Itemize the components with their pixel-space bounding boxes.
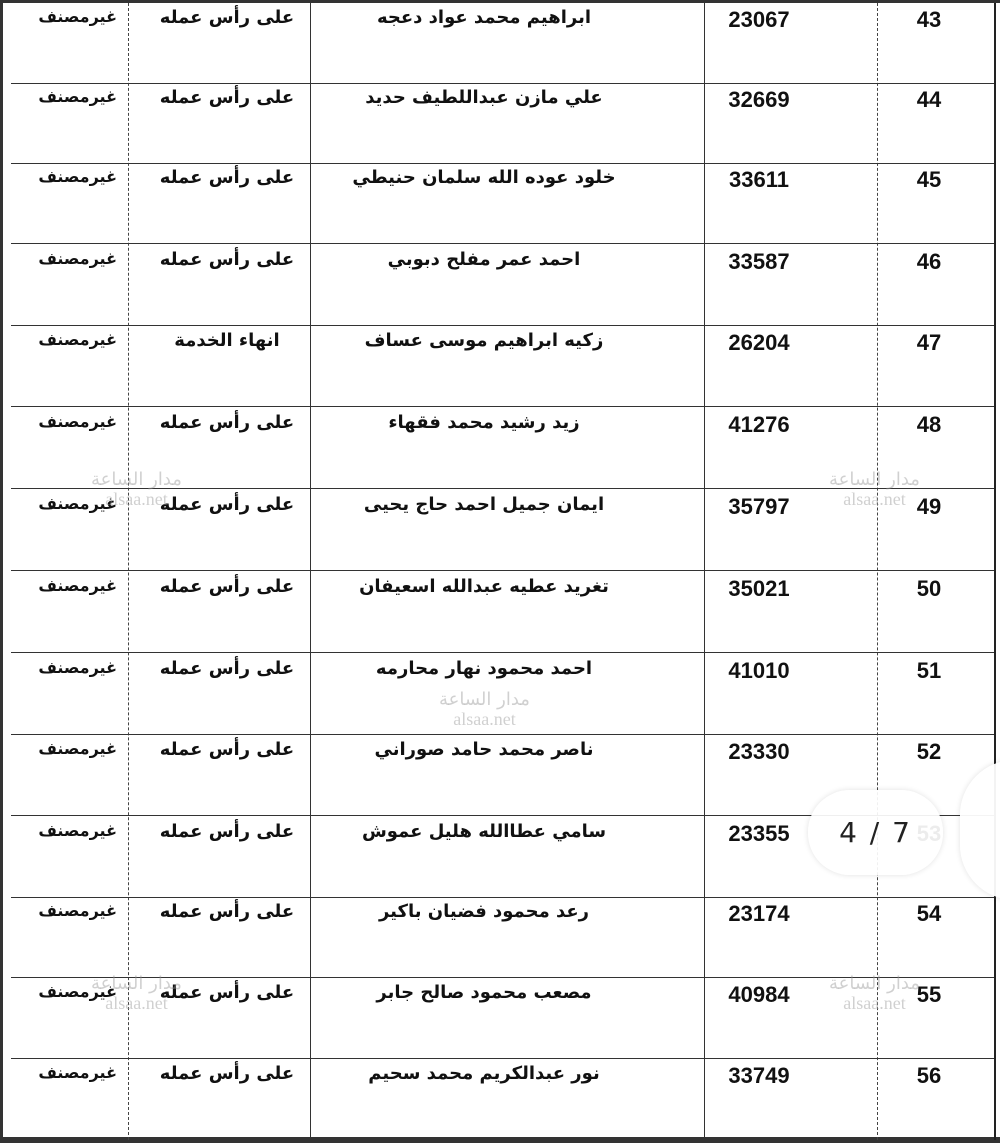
employee-id: 23330 [728,739,790,764]
employee-id: 32669 [728,87,790,112]
row-number: 48 [916,412,942,437]
watermark: مدار الساعة alsaa.net [829,469,920,509]
classification: غيرمصنف [38,821,117,840]
classification: غيرمصنف [38,167,117,186]
employment-status: على رأس عمله [159,901,295,922]
classification: غيرمصنف [38,87,117,106]
table-row [11,83,994,164]
employment-status: على رأس عمله [159,576,295,597]
row-number: 54 [916,901,942,926]
row-number: 50 [916,576,942,601]
employee-name: احمد عمر مفلح دبوبي [387,249,581,270]
employee-id: 33749 [728,1063,790,1088]
employment-status: على رأس عمله [159,494,295,515]
employment-status: على رأس عمله [159,982,295,1003]
employee-name: سامي عطاالله هليل عموش [361,821,607,842]
employee-name: مصعب محمود صالح جابر [376,982,592,1003]
employment-status: على رأس عمله [159,167,295,188]
table-row [11,490,994,571]
watermark: مدار الساعة alsaa.net [91,973,182,1013]
table-row [11,978,994,1059]
employee-id: 33587 [728,249,790,274]
table-row [11,163,994,244]
employee-table [11,3,996,1140]
employee-id: 35797 [728,494,790,519]
table-row [11,408,994,489]
employment-status: على رأس عمله [159,412,295,433]
classification: غيرمصنف [38,330,117,349]
classification: غيرمصنف [38,494,117,513]
row-number: 52 [916,739,942,764]
watermark: مدار الساعة alsaa.net [91,469,182,509]
employee-name: احمد محمود نهار محارمه [375,658,593,679]
classification: غيرمصنف [38,658,117,677]
classification: غيرمصنف [38,739,117,758]
row-number: 47 [916,330,942,355]
employment-status: على رأس عمله [159,7,295,28]
watermark: مدار الساعة alsaa.net [439,689,530,729]
row-number: 56 [916,1063,942,1088]
employee-name: علي مازن عبداللطيف حديد [365,87,603,108]
employee-name: زكيه ابراهيم موسى عساف [364,330,604,351]
classification: غيرمصنف [38,901,117,920]
employee-name: زيد رشيد محمد فقهاء [388,412,580,433]
classification: غيرمصنف [38,249,117,268]
classification: غيرمصنف [38,1063,117,1082]
row-number: 45 [916,167,942,192]
employee-name: رعد محمود فضيان باكير [378,901,590,922]
employee-id: 23067 [728,7,790,32]
employee-name: نور عبدالكريم محمد سحيم [368,1063,600,1084]
table-row [11,1059,994,1140]
employee-id: 33611 [729,167,789,192]
employee-name: ابراهيم محمد عواد دعجه [376,7,592,28]
employee-id: 23355 [728,821,790,846]
employment-status: على رأس عمله [159,821,295,842]
employee-id: 40984 [728,982,790,1007]
row-number: 49 [916,494,942,519]
employee-id: 35021 [728,576,790,601]
table-row [11,3,994,84]
employee-id: 23174 [728,901,790,926]
employee-name: ايمان جميل احمد حاج يحيى [363,494,605,515]
row-number: 51 [916,658,942,683]
row-number: 43 [916,7,942,32]
employee-id: 26204 [728,330,790,355]
table-row [11,897,994,978]
employment-status: على رأس عمله [159,249,295,270]
row-number: 55 [916,982,942,1007]
employee-id: 41276 [728,412,790,437]
row-number: 46 [916,249,942,274]
classification: غيرمصنف [38,7,117,26]
table-row [11,572,994,653]
table-row [11,245,994,326]
classification: غيرمصنف [38,412,117,431]
employment-status: على رأس عمله [159,658,295,679]
classification: غيرمصنف [38,982,117,1001]
employment-status: على رأس عمله [159,1063,295,1084]
row-number: 44 [916,87,942,112]
employee-id: 41010 [728,658,790,683]
table-row [11,326,994,407]
employment-status: انهاء الخدمة [174,330,280,351]
classification: غيرمصنف [38,576,117,595]
employee-name: ناصر محمد حامد صوراني [374,739,594,760]
table-row [11,654,994,735]
employee-name: تغريد عطيه عبدالله اسعيفان [359,576,609,597]
page-indicator: 4 / 7 [808,790,943,875]
watermark: مدار الساعة alsaa.net [829,973,920,1013]
employment-status: على رأس عمله [159,739,295,760]
employee-name: خلود عوده الله سلمان حنيطي [352,167,616,188]
employment-status: على رأس عمله [159,87,295,108]
